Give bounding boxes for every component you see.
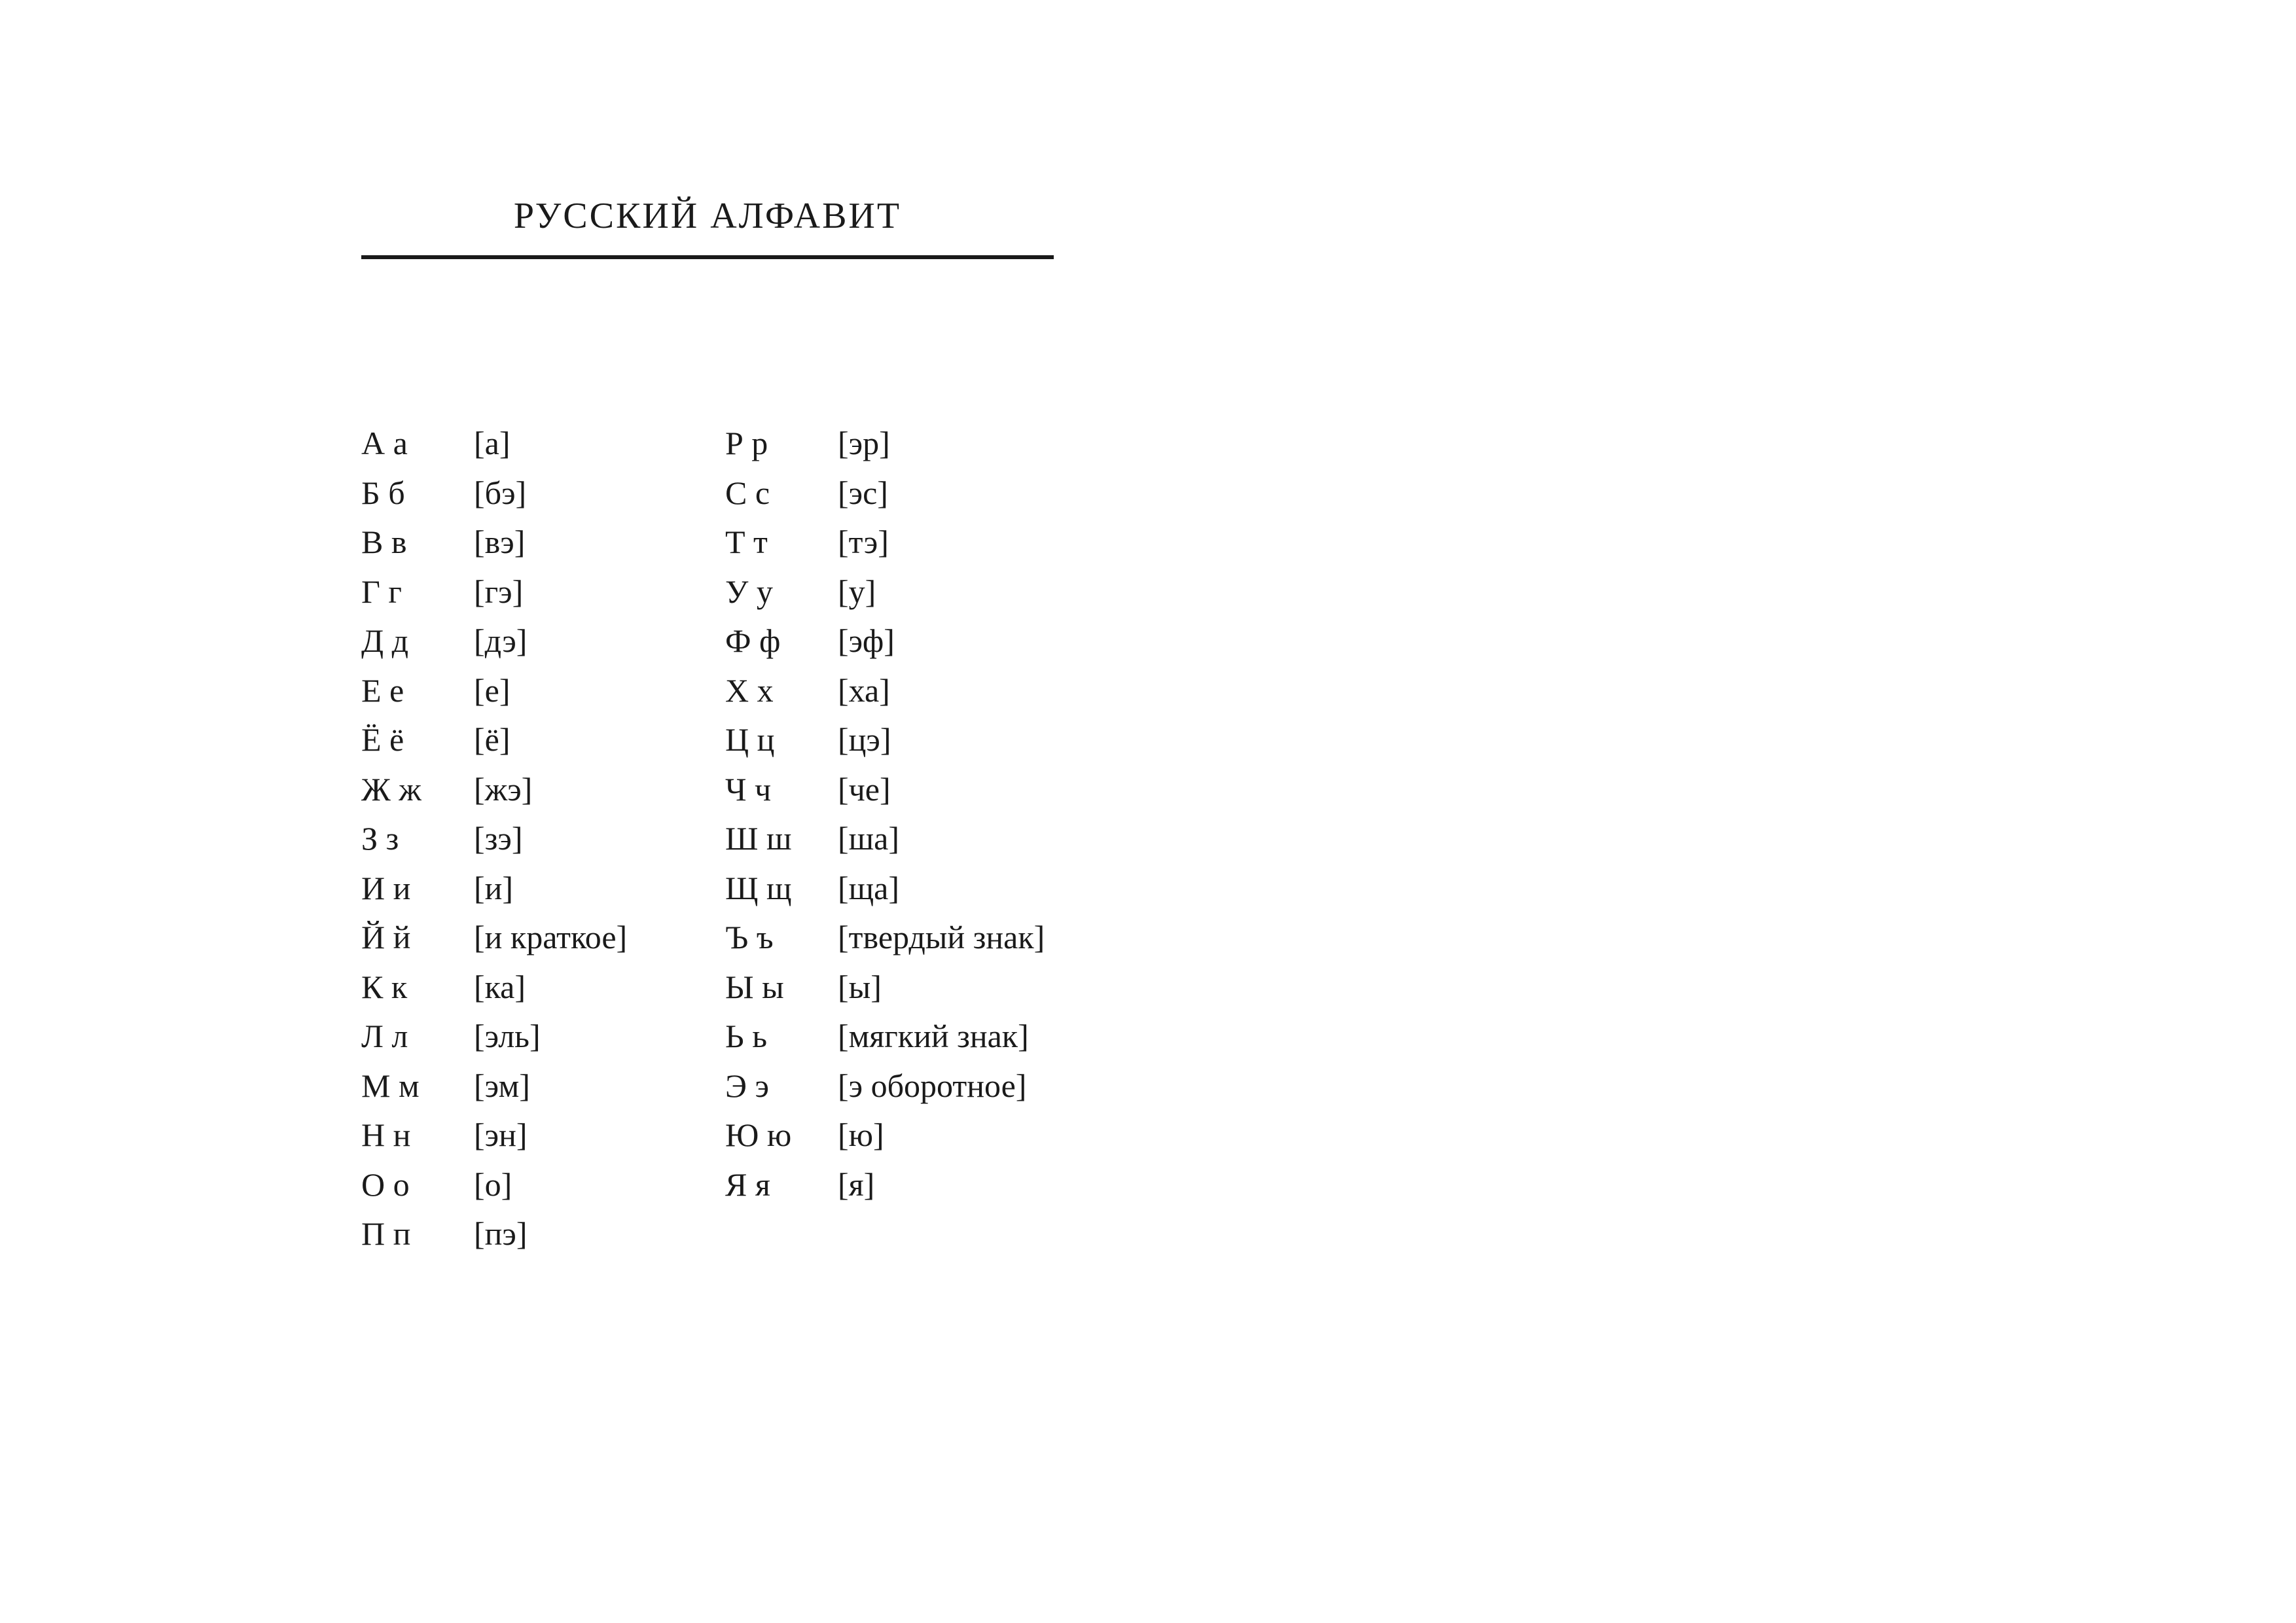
letter-name: [о] [474, 1166, 512, 1203]
title-underline [361, 255, 1054, 259]
letter-pair: Х х [725, 671, 774, 709]
letter-pair: О о [361, 1166, 410, 1203]
letter-name: [мягкий знак] [838, 1018, 1029, 1054]
letter-name: [е] [474, 671, 511, 709]
letter-pair: С с [725, 474, 770, 511]
letter-name: [а] [474, 425, 511, 461]
letter-pair: Г г [361, 573, 402, 610]
letter-name: [твердый знак] [838, 919, 1045, 955]
letter-name: [ша] [838, 820, 899, 857]
letter-pair: З з [361, 820, 399, 857]
letter-name: [бэ] [474, 474, 527, 511]
letter-name: [эм] [474, 1067, 530, 1104]
letter-pair: Ф ф [725, 622, 781, 659]
letter-name: [ка] [474, 968, 526, 1005]
letter-pair: Е е [361, 671, 404, 709]
letter-pair: Л л [361, 1018, 408, 1054]
letter-name: [че] [838, 770, 891, 808]
letter-name: [и краткое] [474, 919, 628, 955]
letter-name: [эль] [474, 1018, 541, 1054]
letter-name: [э оборотное] [838, 1067, 1027, 1104]
letter-pair: Ч ч [725, 770, 772, 808]
letter-pair: Ж ж [361, 770, 422, 808]
letter-name: [дэ] [474, 622, 528, 659]
letter-pair: Э э [725, 1067, 769, 1104]
page-header [361, 190, 1054, 259]
letter-name: [вэ] [474, 524, 526, 560]
letter-name: [я] [838, 1166, 875, 1203]
letter-pair: И и [361, 869, 411, 906]
letter-name: [тэ] [838, 524, 889, 560]
letter-pair: Щ щ [725, 869, 792, 906]
letter-pair: Ё ё [361, 721, 404, 758]
letter-pair: Я я [725, 1166, 770, 1203]
letter-name: [ха] [838, 671, 890, 709]
letter-name: [ща] [838, 869, 899, 906]
letter-pair: Н н [361, 1116, 411, 1153]
letter-pair: У у [725, 573, 773, 610]
letter-pair: М м [361, 1067, 420, 1104]
letter-name: [пэ] [474, 1215, 528, 1252]
page-title: РУССКИЙ АЛФАВИТ [513, 196, 902, 236]
letter-name: [цэ] [838, 721, 891, 758]
letter-pair: Б б [361, 474, 405, 511]
letter-name: [эн] [474, 1116, 528, 1153]
letter-name: [эс] [838, 474, 888, 511]
letter-name: [зэ] [474, 820, 523, 857]
letter-pair: В в [361, 524, 407, 560]
alphabet-table [361, 419, 1081, 1270]
letter-pair: Ь ь [725, 1018, 768, 1054]
letter-pair: Ы ы [725, 968, 784, 1005]
letter-pair: Ш ш [725, 820, 792, 857]
letter-pair: Д д [361, 622, 409, 659]
letter-name: [эф] [838, 622, 895, 659]
letter-pair: Ъ ъ [725, 919, 774, 955]
letter-pair: Р р [725, 425, 768, 461]
letter-name: [жэ] [474, 770, 533, 808]
letter-name: [ё] [474, 721, 511, 758]
letter-name: [и] [474, 869, 514, 906]
letter-pair: Ц ц [725, 721, 775, 758]
letter-pair: Т т [725, 524, 768, 560]
letter-name: [ю] [838, 1116, 884, 1153]
letter-name: [гэ] [474, 573, 524, 610]
letter-name: [у] [838, 573, 876, 610]
letter-name: [ы] [838, 968, 882, 1005]
letter-pair: Й й [361, 919, 411, 955]
letter-pair: К к [361, 968, 408, 1005]
letter-name: [эр] [838, 425, 890, 461]
letter-pair: П п [361, 1215, 411, 1252]
letter-pair: Ю ю [725, 1116, 792, 1153]
letter-pair: А а [361, 425, 408, 461]
